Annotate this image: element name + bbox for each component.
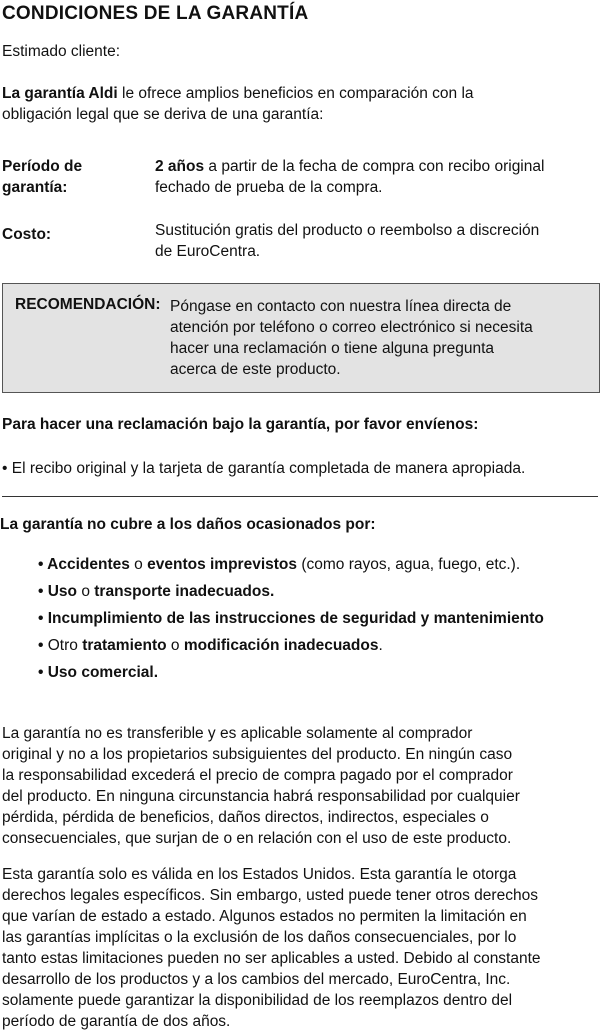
paragraph-line: desarrollo de los productos y a los cambios del mercado, EuroCentra, Inc. (2, 971, 511, 988)
recommendation-text (170, 296, 590, 380)
bullet: • (38, 610, 48, 627)
warranty-period-value (155, 156, 605, 198)
cost-label: Costo: (2, 226, 52, 243)
intro-line-1 (2, 83, 602, 104)
exclusions-list (38, 556, 544, 691)
recommendation-label: RECOMENDACIÓN: (15, 296, 161, 313)
paragraph-line: original y no a los propietarios subsiguientes del producto. En ningún caso (2, 746, 513, 763)
recommendation-line-2: atención por teléfono o correo electrónico si necesita (170, 319, 533, 336)
paragraph-line: Esta garantía solo es válida en los Estados Unidos. Esta garantía le otorga (2, 866, 517, 883)
cost-line-2: de EuroCentra. (155, 243, 261, 260)
recommendation-box (2, 283, 600, 393)
exclusion-bold-2: modificación inadecuados (183, 637, 379, 654)
warranty-period-label-line-2: garantía: (2, 179, 68, 196)
recommendation-line-3: hacer una reclamación o tiene alguna pregunta (170, 340, 495, 357)
paragraph-line: tanto estas limitaciones pueden no ser aplicables a usted. Debido al constante (2, 950, 541, 967)
transferability-paragraph (2, 723, 520, 849)
divider (2, 496, 598, 497)
validity-paragraph (2, 864, 541, 1032)
claim-item: • El recibo original y la tarjeta de garantía completada de manera apropiada. (2, 460, 526, 477)
intro-paragraph (2, 83, 602, 125)
paragraph-line: La garantía no es transferible y es aplicable solamente al comprador (2, 725, 473, 742)
exclusion-bold-2: eventos imprevistos (147, 556, 298, 573)
paragraph-line: la responsabilidad excederá el precio de compra pagado por el comprador (2, 767, 513, 784)
exclusion-bold-1: tratamiento (82, 637, 167, 654)
exclusion-item-1 (38, 556, 544, 583)
exclusion-item-3 (38, 610, 544, 637)
warranty-period-line-2: fechado de prueba de la compra. (155, 179, 383, 196)
bullet: • (38, 664, 48, 681)
warranty-period-line-1 (155, 156, 605, 177)
warranty-period-label (2, 156, 132, 198)
paragraph-line: consecuenciales, que surjan de o en relación con el uso de este producto. (2, 830, 512, 847)
exclusion-text: (como rayos, agua, fuego, etc.). (297, 556, 521, 573)
exclusion-text: . (378, 637, 383, 654)
exclusion-text: o (129, 556, 148, 573)
paragraph-line: derechos legales específicos. Sin embargo, usted puede tener otros derechos (2, 887, 538, 904)
exclusion-item-2 (38, 583, 544, 610)
exclusion-bold-1: Uso comercial. (47, 664, 159, 681)
claim-heading: Para hacer una reclamación bajo la garantía, por favor envíenos: (2, 416, 479, 433)
exclusion-bold-1: Accidentes (47, 556, 130, 573)
exclusion-item-4 (38, 637, 544, 664)
recommendation-line-4: acerca de este producto. (170, 361, 341, 378)
bullet: • (38, 583, 48, 600)
exclusion-text: o (166, 637, 184, 654)
cost-line-1: Sustitución gratis del producto o reembolso a discreción (155, 222, 540, 239)
bullet: • (38, 637, 48, 654)
salutation: Estimado cliente: (2, 43, 121, 60)
intro-line-1-text: le ofrece amplios beneficios en comparación con la (117, 85, 474, 102)
paragraph-line: solamente puede garantizar la disponibilidad de los reemplazos dentro del (2, 992, 513, 1009)
warranty-period-line-1-text: a partir de la fecha de compra con recibo original (204, 158, 545, 175)
exclusions-heading: La garantía no cubre a los daños ocasionados por: (0, 516, 376, 533)
cost-value (155, 220, 605, 262)
paragraph-line: las garantías implícitas o la exclusión de los daños consecuenciales, por lo (2, 929, 517, 946)
exclusion-item-5 (38, 664, 544, 691)
exclusion-bold-1: Uso (47, 583, 78, 600)
warranty-period-label-line-1: Período de (2, 158, 83, 175)
exclusion-bold-2: transporte inadecuados. (94, 583, 275, 600)
exclusion-text: o (77, 583, 95, 600)
page-title: CONDICIONES DE LA GARANTÍA (2, 3, 309, 24)
warranty-duration: 2 años (155, 158, 205, 175)
intro-line-2: obligación legal que se deriva de una garantía: (2, 106, 324, 123)
exclusion-text: Otro (47, 637, 83, 654)
exclusion-bold-1: Incumplimiento de las instrucciones de seguridad y mantenimiento (47, 610, 544, 627)
paragraph-line: que varían de estado a estado. Algunos estados no permiten la limitación en (2, 908, 527, 925)
paragraph-line: pérdida, pérdida de beneficios, daños directos, indirectos, especiales o (2, 809, 489, 826)
recommendation-line-1: Póngase en contacto con nuestra línea directa de (170, 298, 512, 315)
paragraph-line: del producto. En ninguna circunstancia habrá responsabilidad por cualquier (2, 788, 520, 805)
paragraph-line: período de garantía de dos años. (2, 1013, 231, 1030)
intro-brand: La garantía Aldi (2, 85, 118, 102)
bullet: • (38, 556, 48, 573)
